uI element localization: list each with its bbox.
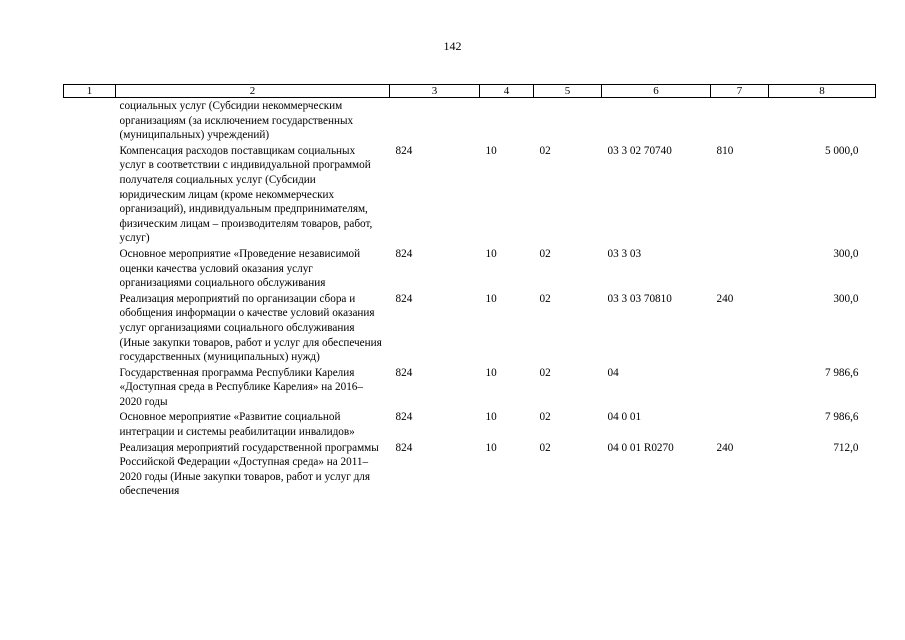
row-section: 10 (485, 441, 497, 454)
table-row (64, 365, 876, 410)
row-sum: 300,0 (833, 292, 859, 305)
row-expense-type (711, 98, 769, 143)
row-target-item: 04 0 01 (607, 411, 642, 424)
row-admin-code: 824 (395, 366, 413, 379)
row-subsection: 02 (539, 292, 551, 305)
header-col-4: 4 (480, 85, 534, 98)
row-name-cell (64, 409, 390, 439)
row-name: Реализация мероприятий по организации сбора и обобщения информации о качестве условий оказания услуг организациями социального обслуживания (Иные закупки товаров, работ и услуг для обеспечения государственных (муниципальных) нужд) (119, 292, 382, 364)
row-name: Государственная программа Республики Карелия «Доступная среда в Республике Карелия» на 2016–2020 годы (119, 366, 363, 408)
row-target-item: 04 (607, 366, 619, 379)
row-admin-code: 824 (395, 441, 413, 454)
table-header (64, 85, 876, 98)
row-target-item: 03 3 03 70810 (607, 292, 672, 305)
budget-table (63, 84, 876, 499)
row-sum: 712,0 (833, 441, 859, 454)
row-name-cell (64, 291, 390, 365)
row-sum: 7 986,6 (824, 366, 859, 379)
row-name-cell (64, 98, 390, 143)
table-row (64, 143, 876, 246)
row-name-cell (64, 143, 390, 246)
row-subsection: 02 (539, 247, 551, 260)
row-name: социальных услуг (Субсидии некоммерческим организациям (за исключением государственных (муниципальных) учреждений) (119, 100, 354, 142)
row-expense-type: 240 (716, 441, 734, 454)
row-target-item: 03 3 02 70740 (607, 144, 672, 157)
header-col-5: 5 (534, 85, 602, 98)
row-section: 10 (485, 366, 497, 379)
row-expense-type (711, 409, 769, 439)
row-sum (769, 98, 876, 143)
row-target-item: 03 3 03 (607, 247, 642, 260)
row-admin-code: 824 (395, 411, 413, 424)
row-admin-code (390, 98, 480, 143)
row-subsection (534, 98, 602, 143)
table-row (64, 409, 876, 439)
row-expense-type (711, 365, 769, 410)
row-name: Реализация мероприятий государственной программы Российской Федерации «Доступная среда» на 2011–2020 годы (Иные закупки товаров, работ и услуг для обеспечения (119, 441, 379, 498)
header-col-1: 1 (64, 85, 116, 98)
row-target-item: 04 0 01 R0270 (607, 441, 674, 454)
row-expense-type (711, 246, 769, 291)
table-row (64, 440, 876, 499)
row-section (480, 98, 534, 143)
row-section: 10 (485, 292, 497, 305)
row-section: 10 (485, 411, 497, 424)
row-admin-code: 824 (395, 292, 413, 305)
row-subsection: 02 (539, 441, 551, 454)
row-subsection: 02 (539, 411, 551, 424)
row-expense-type: 240 (716, 292, 734, 305)
table-row (64, 246, 876, 291)
row-admin-code: 824 (395, 247, 413, 260)
header-col-7: 7 (711, 85, 769, 98)
row-admin-code: 824 (395, 144, 413, 157)
header-col-6: 6 (602, 85, 711, 98)
row-name-cell (64, 246, 390, 291)
table-row (64, 98, 876, 143)
row-name: Основное мероприятие «Развитие социальной интеграции и системы реабилитации инвалидов» (119, 411, 355, 439)
row-expense-type: 810 (716, 144, 734, 157)
page-number: 142 (443, 39, 462, 53)
row-sum: 7 986,6 (824, 411, 859, 424)
header-row (64, 85, 876, 98)
table-row (64, 291, 876, 365)
row-target-item (602, 98, 711, 143)
header-col-3: 3 (390, 85, 480, 98)
row-name: Компенсация расходов поставщикам социальных услуг в соответствии с индивидуальной программой получателя социальных услуг (Субсидии юридическим лицам (кроме некоммерческих организаций), индивидуальным предпринимателям, физическим лицам – производителям товаров, работ, услуг) (119, 144, 373, 245)
row-sum: 300,0 (833, 247, 859, 260)
header-col-2: 2 (116, 85, 390, 98)
row-name-cell (64, 365, 390, 410)
header-col-8: 8 (769, 85, 876, 98)
row-section: 10 (485, 144, 497, 157)
row-name: Основное мероприятие «Проведение независимой оценки качества условий оказания услуг организациями социального обслуживания (119, 247, 361, 290)
row-subsection: 02 (539, 366, 551, 379)
row-subsection: 02 (539, 144, 551, 157)
table-body (64, 98, 876, 500)
row-sum: 5 000,0 (824, 144, 859, 157)
row-name-cell (64, 440, 390, 499)
row-section: 10 (485, 247, 497, 260)
